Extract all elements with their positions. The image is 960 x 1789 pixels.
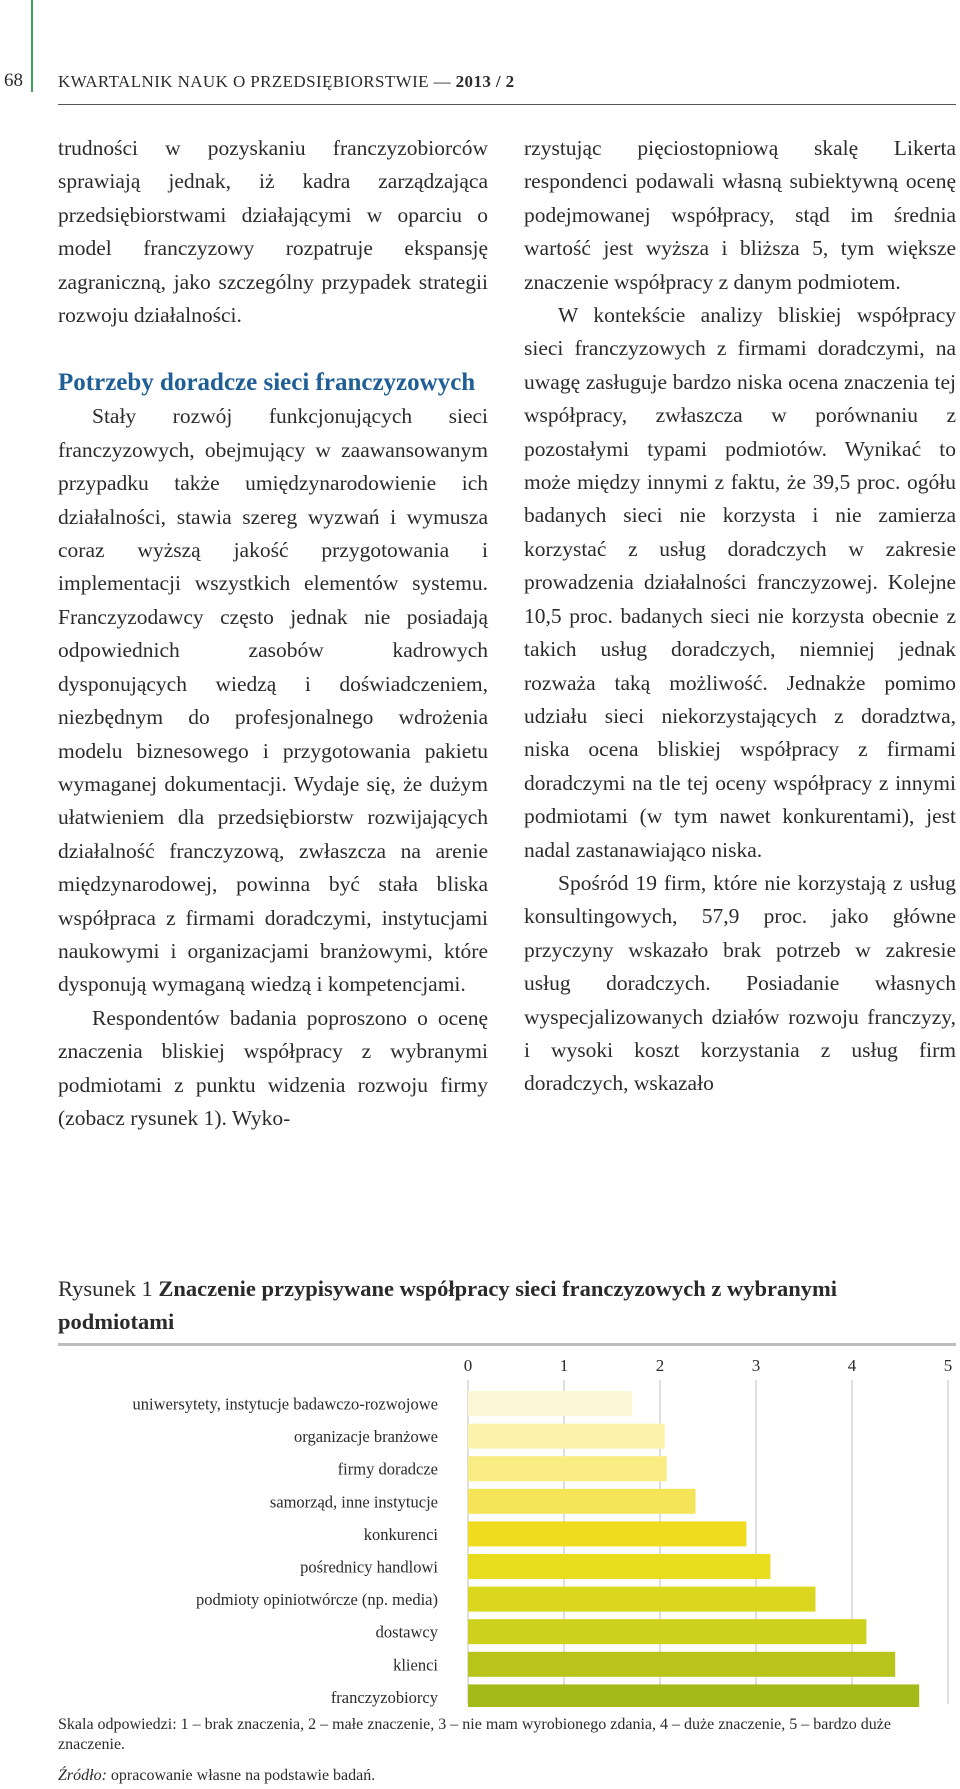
running-header: [0, 70, 960, 100]
chart-bar: [468, 1684, 919, 1707]
right-column: [524, 132, 956, 1101]
journal-title: [58, 72, 515, 92]
source-text: opracowanie własne na podstawie badań.: [106, 1767, 376, 1784]
category-label: organizacje branżowe: [294, 1427, 438, 1447]
paragraph: trudności w pozyskaniu franczyzobiorców sprawiają jednak, iż kadra zarządzająca przedsiębiorstwami działającymi w oparciu o model franczyzowy rozpatruje ekspansję zagraniczną, jako szczególny przypadek strategii rozwoju działalności.: [58, 136, 488, 328]
chart-bar: [468, 1489, 696, 1514]
journal-issue: 2013 / 2: [455, 72, 515, 91]
figure-title: Znaczenie przypisywane współpracy sieci franczyzowych z wybranymi podmiotami: [58, 1276, 838, 1334]
category-label: uniwersytety, instytucje badawczo-rozwojowe: [132, 1394, 438, 1414]
category-label: klienci: [393, 1655, 438, 1675]
paragraph: Stały rozwój funkcjonujących sieci franczyzowych, obejmujący w zaawansowanym przypadku także umiędzynarodowienie ich działalności, stawia szereg wyzwań i wymusza coraz wyższą jakość przygotowania i implementacji wszystkich elementów systemu. Franczyzodawcy często jednak nie posiadają odpowiednich zasobów kadrowych dysponujących wiedzą i doświadczeniem, niezbędnym do profesjonalnego wdrożenia modelu biznesowego i przygotowania pakietu wymaganej dokumentacji. Wydaje się, że dużym ułatwieniem dla przedsiębiorstw rozwijających działalność franczyzową, zwłaszcza na arenie międzynarodowej, powinna być stała bliska współpraca z firmami doradczymi, instytucjami naukowymi i organizacjami branżowymi, które dysponują wymaganą wiedzą i kompetencjami.: [58, 404, 488, 997]
category-label: konkurenci: [363, 1524, 438, 1544]
journal-name: KWARTALNIK NAUK O PRZEDSIĘBIORSTWIE —: [58, 72, 456, 91]
paragraph: W kontekście analizy bliskiej współpracy sieci franczyzowych z firmami doradczymi, na uwagę zasługuje bardzo niska ocena znaczenia tej współpracy, zwłaszcza w porównaniu z pozostałymi typami podmiotów. Wynikać to może między innymi z faktu, że 39,5 proc. ogółu badanych sieci nie korzysta i nie zamierza korzystać z usług doradczych w zakresie prowadzenia działalności franczyzowej. Kolejne 10,5 proc. badanych sieci nie korzysta obecnie z takich usług doradczych, niemniej jednak rozważa taką możliwość. Jednakże pomimo udziału sieci niekorzystających z doradztwa, niska ocena bliskiej współpracy z firmami doradczymi na tle tej oceny współpracy z innymi podmiotami (w tym nawet konkurentami), jest nadal zastanawiająco niska.: [524, 303, 956, 862]
chart-bar: [468, 1619, 866, 1644]
chart-bar: [468, 1391, 632, 1416]
category-label: pośrednicy handlowi: [300, 1557, 438, 1577]
x-tick-label: 4: [847, 1356, 857, 1375]
chart-bar: [468, 1424, 665, 1449]
category-label: samorząd, inne instytucje: [269, 1492, 438, 1512]
x-tick-label: 5: [943, 1356, 953, 1375]
chart-bar: [468, 1652, 895, 1677]
x-tick-label: 3: [751, 1356, 761, 1375]
paragraph: rzystując pięciostopniową skalę Likerta respondenci podawali własną subiektywną ocenę podejmowanej współpracy, stąd im średnia wartość jest wyższa i bliższa 5, tym większe znaczenie współpracy z danym podmiotem.: [524, 136, 956, 294]
category-label: firmy doradcze: [337, 1459, 438, 1479]
page-number: 68: [4, 70, 23, 91]
chart-bar: [468, 1554, 770, 1579]
figure-caption: [58, 1272, 958, 1338]
chart-bar: [468, 1456, 667, 1481]
category-label: dostawcy: [375, 1622, 438, 1642]
x-tick-label: 2: [655, 1356, 665, 1375]
chart-bar: [468, 1587, 816, 1612]
caption-rule: [58, 1343, 956, 1346]
paragraph: Respondentów badania poproszono o ocenę znaczenia bliskiej współpracy z wybranymi podmiotami z punktu widzenia rozwoju firmy (zobacz rysunek 1). Wyko-: [58, 1005, 488, 1130]
x-tick-label: 0: [463, 1356, 473, 1375]
left-column: [58, 132, 488, 1135]
x-tick-label: 1: [559, 1356, 569, 1375]
bar-chart: [0, 1352, 960, 1707]
header-rule: [58, 104, 956, 105]
section-heading: Potrzeby doradcze sieci franczyzowych: [58, 369, 476, 397]
scale-note: Skala odpowiedzi: 1 – brak znaczenia, 2 – małe znaczenie, 3 – nie mam wyrobionego zdania, 4 – duże znaczenie, 5 – bardzo duże znaczenie.: [58, 1716, 891, 1753]
chart-bar: [468, 1521, 746, 1546]
source-note: [58, 1766, 958, 1786]
category-label: franczyzobiorcy: [330, 1687, 438, 1707]
figure-label: Rysunek 1: [58, 1276, 159, 1301]
source-label: Źródło:: [58, 1767, 107, 1784]
category-label: podmioty opiniotwórcze (np. media): [196, 1590, 438, 1610]
paragraph: Spośród 19 firm, które nie korzystają z usług konsultingowych, 57,9 proc. jako główne przyczyny wskazało brak potrzeb w zakresie usług doradczych. Posiadanie własnych wyspecjalizowanych działów rozwoju franczyzy, i wysoki koszt korzystania z usług firm doradczych, wskazało: [524, 870, 956, 1096]
